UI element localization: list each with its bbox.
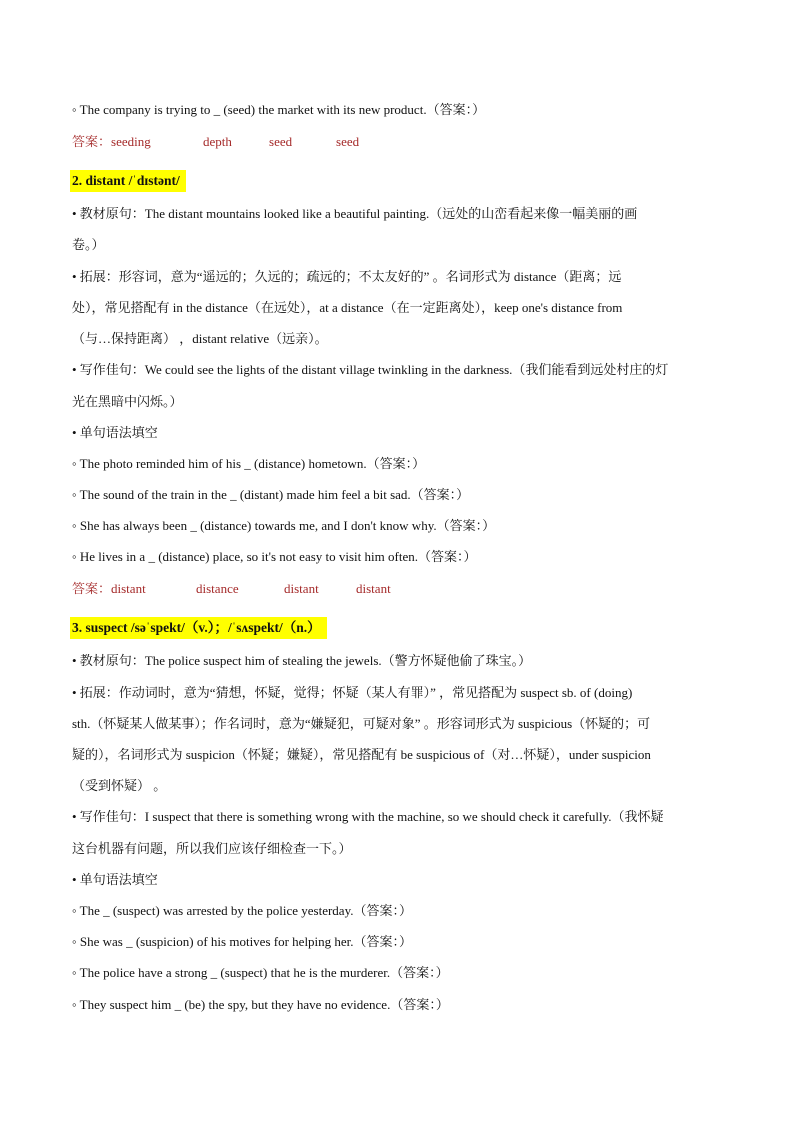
answer-item: distant [356, 581, 391, 596]
answer-item: distant [284, 581, 319, 596]
expansion-line: （受到怀疑） 。 [72, 778, 167, 793]
answer-item: distance [196, 581, 239, 596]
answer-label: 答案： [72, 134, 112, 149]
textbook-sentence: • 教材原句：The police suspect him of stealing the jewels.（警方怀疑他偷了珠宝。） [72, 653, 532, 668]
exercise-item: ◦ The photo reminded him of his _ (distance) hometown.（答案：） [72, 456, 426, 471]
section-heading-suspect: 3. suspect /səˈspekt/（v.）；/ˈsʌspekt/（n.） [70, 617, 327, 639]
expansion-line: 疑的），名词形式为 suspicion（怀疑；嫌疑），常见搭配有 be suspicious of（对…怀疑），under suspicion [72, 747, 651, 762]
exercise-item: ◦ They suspect him _ (be) the spy, but they have no evidence.（答案：） [72, 997, 449, 1012]
answer-item: seeding [111, 134, 151, 149]
grammar-title: • 单句语法填空 [72, 425, 158, 440]
textbook-sentence: • 教材原句：The distant mountains looked like a beautiful painting.（远处的山峦看起来像一幅美丽的画 [72, 206, 638, 221]
answer-item: seed [336, 134, 360, 149]
expansion-line: • 拓展：作动词时，意为“猜想，怀疑，觉得；怀疑（某人有罪）” ，常见搭配为 suspect sb. of (doing) [72, 685, 633, 700]
textbook-sentence-cont: 卷。） [72, 237, 105, 252]
exercise-item: ◦ The _ (suspect) was arrested by the police yesterday.（答案：） [72, 903, 412, 918]
exercise-item: ◦ He lives in a _ (distance) place, so it's not easy to visit him often.（答案：） [72, 549, 477, 564]
grammar-title: • 单句语法填空 [72, 872, 158, 887]
answer-item: depth [203, 134, 232, 149]
exercise-item: ◦ The police have a strong _ (suspect) that he is the murderer.（答案：） [72, 965, 449, 980]
exercise-item: ◦ The company is trying to _ (seed) the market with its new product.（答案：） [72, 102, 486, 117]
expansion-line: sth.（怀疑某人做某事）；作名词时，意为“嫌疑犯，可疑对象” 。形容词形式为 suspicious（怀疑的；可 [72, 716, 651, 731]
answer-label: 答案： [72, 581, 112, 596]
expansion-line: 处），常见搭配有 in the distance（在远处），at a distance（在一定距离处），keep one's distance from [72, 300, 623, 315]
answer-item: seed [269, 134, 293, 149]
exercise-item: ◦ The sound of the train in the _ (distant) made him feel a bit sad.（答案：） [72, 487, 470, 502]
exercise-item: ◦ She has always been _ (distance) towards me, and I don't know why.（答案：） [72, 518, 496, 533]
section-heading-distant: 2. distant /ˈdɪstənt/ [70, 170, 186, 192]
writing-sentence-cont: 这台机器有问题，所以我们应该仔细检查一下。） [72, 841, 352, 856]
answer-item: distant [111, 581, 146, 596]
expansion-line: （与…保持距离） ，distant relative（远亲）。 [72, 331, 328, 346]
exercise-item: ◦ She was _ (suspicion) of his motives for helping her.（答案：） [72, 934, 413, 949]
writing-sentence-cont: 光在黑暗中闪烁。） [72, 394, 183, 409]
writing-sentence: • 写作佳句：We could see the lights of the distant village twinkling in the darkness.（我们能看到远处村庄的灯 [72, 362, 669, 377]
writing-sentence: • 写作佳句：I suspect that there is something wrong with the machine, so we should check it carefully.（我怀疑 [72, 809, 664, 824]
expansion-line: • 拓展：形容词，意为“遥远的；久远的；疏远的；不太友好的” 。名词形式为 distance（距离；远 [72, 269, 622, 284]
answer-line [72, 581, 391, 597]
answer-line [72, 134, 359, 150]
